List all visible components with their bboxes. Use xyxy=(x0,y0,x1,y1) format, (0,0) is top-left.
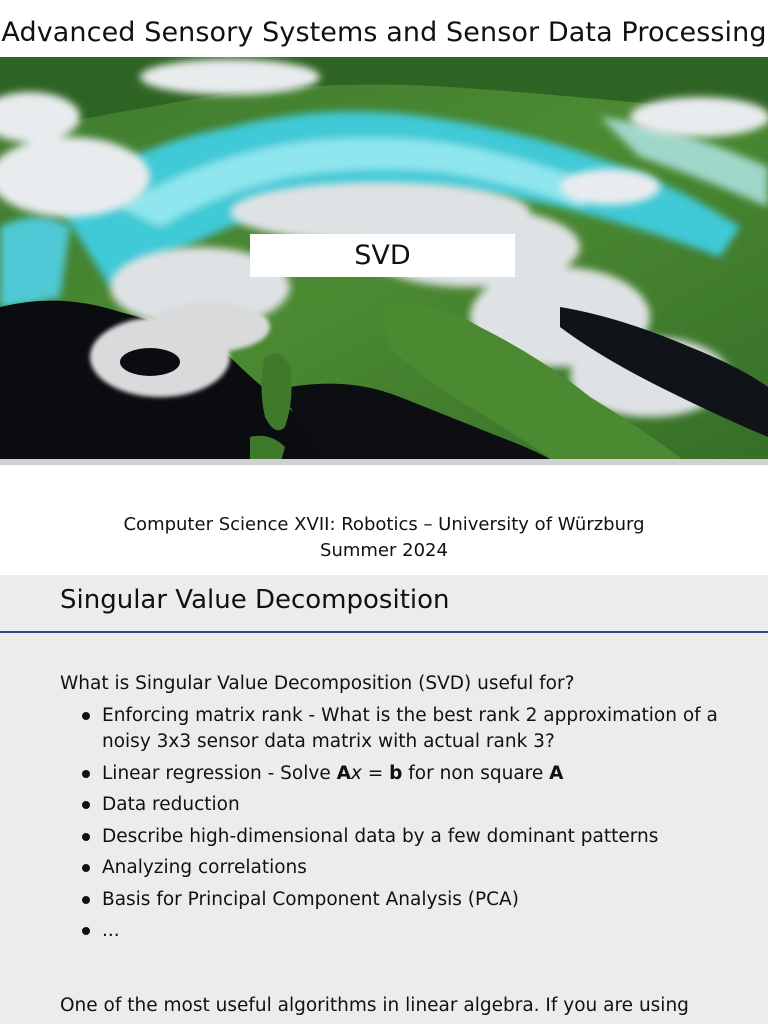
content-slide xyxy=(0,575,768,1024)
bullet-icon xyxy=(82,770,90,778)
list-item: Linear regression - Solve Ax = b for non square A xyxy=(80,761,720,787)
affiliation xyxy=(0,512,768,564)
list-item: Analyzing correlations xyxy=(80,855,720,881)
term-line: Summer 2024 xyxy=(320,540,448,561)
course-title: Advanced Sensory Systems and Sensor Data Processing xyxy=(1,16,767,48)
affiliation-line: Computer Science XVII: Robotics – University of Würzburg xyxy=(123,514,645,535)
list-item: Enforcing matrix rank - What is the best rank 2 approximation of a noisy 3x3 sensor data matrix with actual rank 3? xyxy=(80,703,720,755)
title-rule xyxy=(0,631,768,633)
topic-label: SVD xyxy=(250,234,515,277)
bullet-icon xyxy=(82,833,90,841)
list-item: Describe high-dimensional data by a few dominant patterns xyxy=(80,824,720,850)
frame-title: Singular Value Decomposition xyxy=(60,585,450,615)
bullet-list xyxy=(80,703,720,950)
bullet-icon xyxy=(82,712,90,720)
bullet-icon xyxy=(82,927,90,935)
outro-text: One of the most useful algorithms in linear algebra. If you are using xyxy=(60,995,689,1016)
intro-question: What is Singular Value Decomposition (SVD) useful for? xyxy=(60,673,575,694)
bullet-icon xyxy=(82,864,90,872)
list-item: ... xyxy=(80,918,720,944)
bullet-icon xyxy=(82,896,90,904)
bullet-icon xyxy=(82,801,90,809)
list-item: Data reduction xyxy=(80,792,720,818)
list-item: Basis for Principal Component Analysis (PCA) xyxy=(80,887,720,913)
